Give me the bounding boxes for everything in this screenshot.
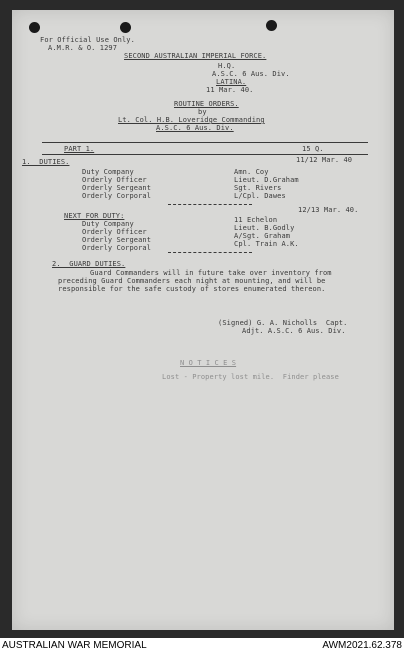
guard-text-line: preceding Guard Commanders each night at mounting, and will be [58, 277, 326, 285]
order-number: 15 Q. [302, 145, 324, 153]
document-page [12, 10, 394, 630]
duty-name: Sgt. Rivers [234, 184, 282, 192]
duties-date-next: 12/13 Mar. 40. [298, 206, 359, 214]
force-heading: SECOND AUSTRALIAN IMPERIAL FORCE. [124, 52, 267, 60]
guard-heading: 2. GUARD DUTIES. [52, 260, 126, 268]
dashed-divider [168, 204, 252, 205]
horizontal-rule [42, 154, 368, 155]
punch-hole [266, 20, 277, 31]
location-line: LATINA. [216, 78, 247, 86]
next-duty-role: Duty Company [82, 220, 134, 228]
next-duty-name: 11 Echelon [234, 216, 278, 224]
next-duty-name: Cpl. Train A.K. [234, 240, 299, 248]
title-unit-line: A.S.C. 6 Aus. Div. [156, 124, 234, 132]
routine-orders-title: ROUTINE ORDERS. [174, 100, 239, 108]
archive-source-label: AUSTRALIAN WAR MEMORIAL [2, 640, 147, 651]
duty-role: Duty Company [82, 168, 134, 176]
notices-heading: N O T I C E S [180, 359, 237, 367]
next-duty-role: Orderly Officer [82, 228, 147, 236]
signature-line: (Signed) G. A. Nicholls Capt. [218, 319, 348, 327]
part-label: PART 1. [64, 145, 95, 153]
duties-date-current: 11/12 Mar. 40 [296, 156, 353, 164]
duty-role: Orderly Corporal [82, 192, 152, 200]
duty-role: Orderly Sergeant [82, 184, 152, 192]
guard-text-line: Guard Commanders will in future take over inventory from [90, 269, 332, 277]
next-duty-name: Lieut. B.Godly [234, 224, 295, 232]
duty-name: Amn. Coy [234, 168, 269, 176]
duty-role: Orderly Officer [82, 176, 147, 184]
next-duty-name: A/Sgt. Graham [234, 232, 291, 240]
punch-hole [29, 22, 40, 33]
unit-line: A.S.C. 6 Aus. Div. [212, 70, 290, 78]
date-line: 11 Mar. 40. [206, 86, 254, 94]
official-use-line: For Official Use Only. [40, 36, 135, 44]
archive-reference-id: AWM2021.62.378 [322, 640, 402, 651]
duty-name: L/Cpl. Dawes [234, 192, 286, 200]
punch-hole [120, 22, 131, 33]
next-duty-role: Orderly Sergeant [82, 236, 152, 244]
duty-name: Lieut. D.Graham [234, 176, 299, 184]
next-duty-role: Orderly Corporal [82, 244, 152, 252]
amr-reference: A.M.R. & O. 1297 [48, 44, 118, 52]
horizontal-rule [42, 142, 368, 143]
hq-label: H.Q. [218, 62, 236, 70]
next-for-duty-heading: NEXT FOR DUTY: [64, 212, 125, 220]
duties-heading: 1. DUTIES. [22, 158, 70, 166]
guard-text-line: responsible for the safe custody of stores enumerated thereon. [58, 285, 326, 293]
archive-footer [0, 638, 404, 653]
signature-title: Adjt. A.S.C. 6 Aus. Div. [242, 327, 346, 335]
commander-line: Lt. Col. H.B. Loveridge Commanding [118, 116, 265, 124]
by-line: by [198, 108, 207, 116]
notices-text-line: Lost - Property lost mile. Finder please [162, 373, 339, 381]
dashed-divider [168, 252, 252, 253]
